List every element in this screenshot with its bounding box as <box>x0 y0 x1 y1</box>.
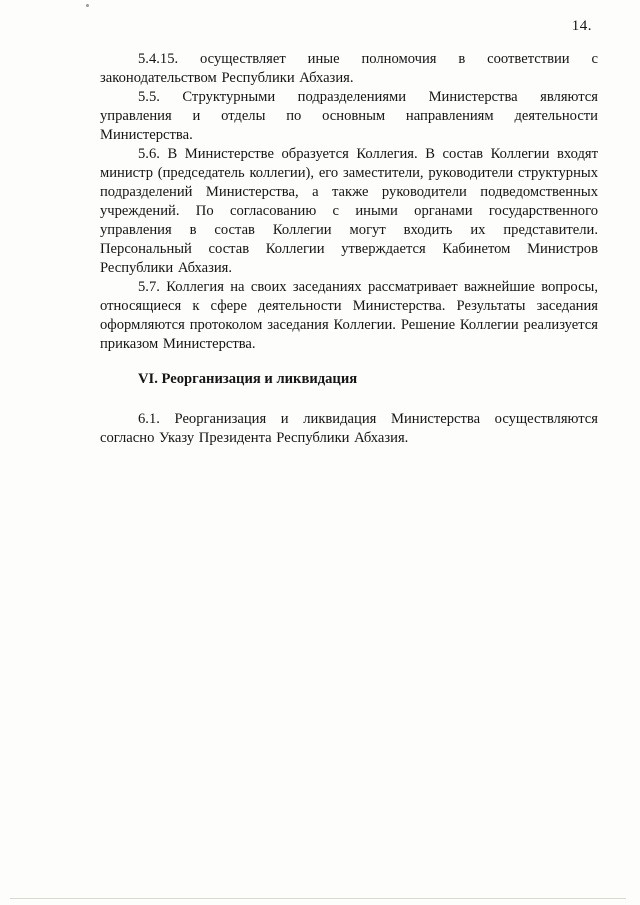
section-heading-reorganization: VI. Реорганизация и ликвидация <box>138 371 358 387</box>
document-body <box>100 50 598 448</box>
paragraph-6-1: 6.1. Реорганизация и ликвидация Министерства осуществляются согласно Указу Президента Республики Абхазия. <box>100 411 598 446</box>
paragraph-5-5: 5.5. Структурными подразделениями Министерства являются управления и отделы по основным направлениям деятельности Министерства. <box>100 89 598 143</box>
scan-artifact-speck <box>86 4 89 7</box>
page-number: 14. <box>571 18 592 34</box>
paragraph-5-7: 5.7. Коллегия на своих заседаниях рассматривает важнейшие вопросы, относящиеся к сфере деятельности Министерства. Результаты заседания оформляются протоколом заседания Коллегии. Решение Коллегии реализуется приказом Министерства. <box>100 279 598 352</box>
scan-artifact-bottom-line <box>10 898 626 899</box>
paragraph-5-4-15: 5.4.15. осуществляет иные полномочия в соответствии с законодательством Республики Абхазия. <box>100 51 598 86</box>
paragraph-5-6: 5.6. В Министерстве образуется Коллегия. В состав Коллегии входят министр (председатель коллегии), его заместители, руководители структурных подразделений Министерства, а также руководители подведомственных учреждений. По согласованию с иными органами государственного управления в состав Коллегии могут входить их представители. Персональный состав Коллегии утверждается Кабинетом Министров Республики Абхазия. <box>100 146 598 276</box>
